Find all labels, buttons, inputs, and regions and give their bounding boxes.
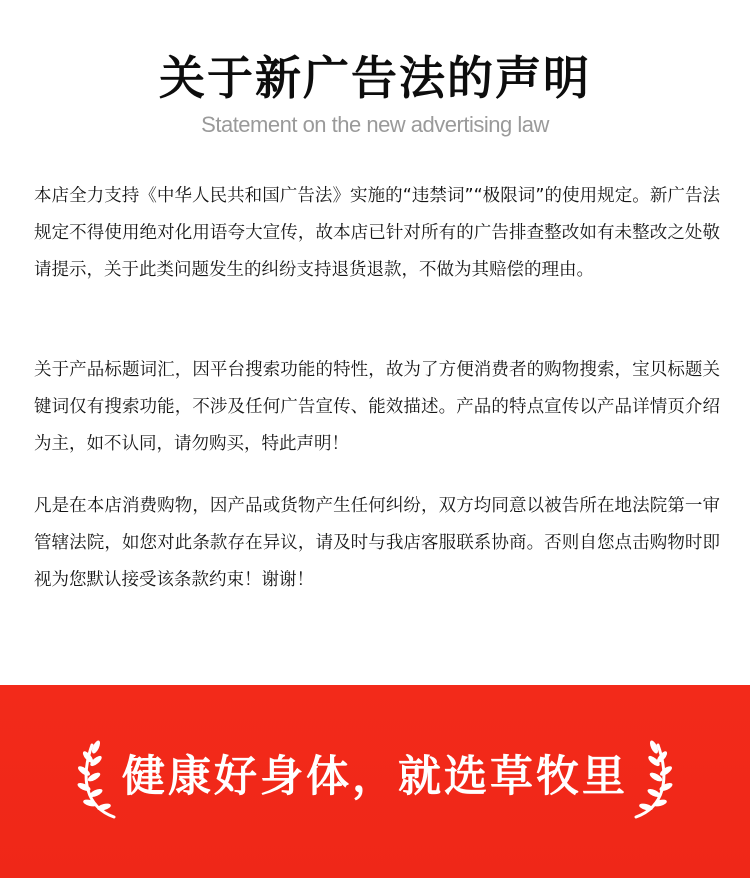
slogan-banner [0, 685, 750, 878]
statement-paragraph-3: 凡是在本店消费购物，因产品或货物产生任何纠纷，双方均同意以被告所在地法院第一审管辖法院，如您对此条款存在异议，请及时与我店客服联系协商。否则自您点击购物时即视为您默认接受该条款约束！谢谢！ [34, 496, 720, 590]
statement-paragraph-1: 本店全力支持《中华人民共和国广告法》实施的“违禁词”“极限词”的使用规定。新广告法规定不得使用绝对化用语夸大宣传，故本店已针对所有的广告排查整改如有未整改之处敬请提示，关于此类问题发生的纠纷支持退货退款，不做为其赔偿的理由。 [34, 186, 720, 280]
statement-paragraph-2: 关于产品标题词汇，因平台搜索功能的特性，故为了方便消费者的购物搜索，宝贝标题关键词仅有搜索功能，不涉及任何广告宣传、能效描述。产品的特点宣传以产品详情页介绍为主，如不认同，请勿购买，特此声明！ [34, 360, 720, 454]
page-title: 关于新广告法的声明 [159, 51, 591, 105]
laurel-right-icon [618, 737, 678, 821]
slogan-text: 健康好身体，就选草牧里 [122, 752, 628, 802]
page-subtitle: Statement on the new advertising law [201, 112, 549, 137]
